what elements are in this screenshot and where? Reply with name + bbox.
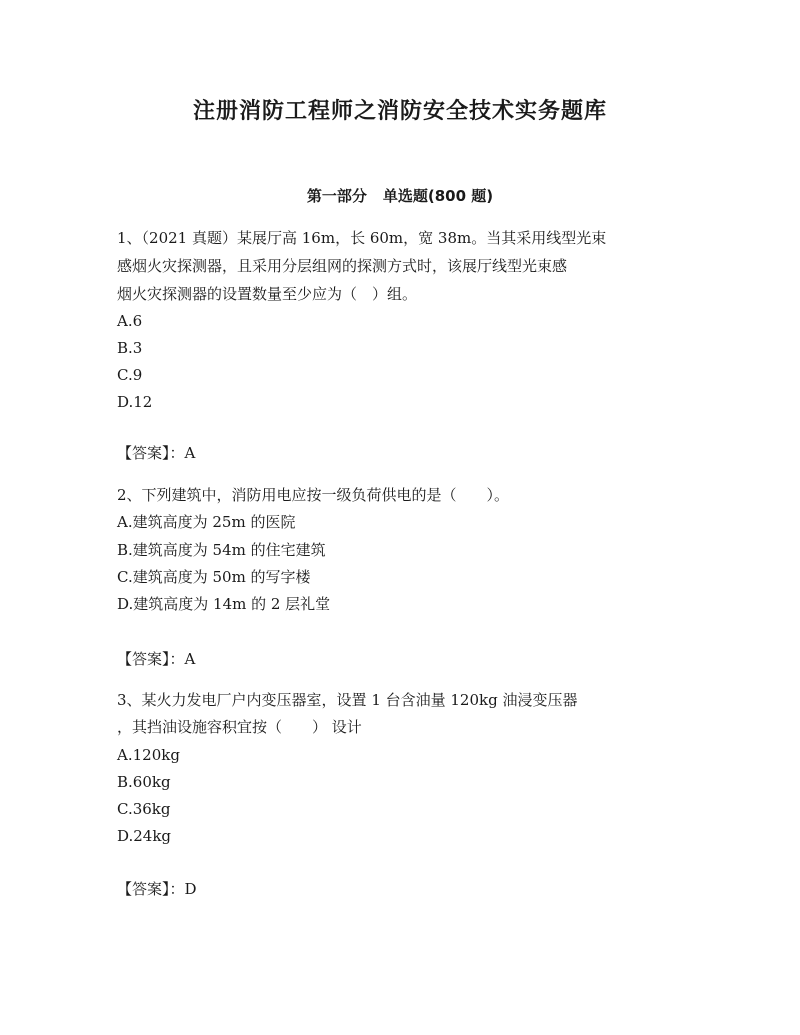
- question-3-option-d: D.24kg: [117, 827, 172, 845]
- section-name: 单选题(800 题): [382, 187, 494, 205]
- question-1-stem-line: 1、（2021 真题）某展厅高 16m，长 60m，宽 38m。当其采用线型光束: [117, 229, 607, 247]
- question-1-stem-line: 感烟火灾探测器，且采用分层组网的探测方式时，该展厅线型光束感: [117, 257, 568, 275]
- answer-value: A: [184, 444, 196, 462]
- answer-label: 【答案】：: [117, 444, 185, 462]
- question-3-option-b: B.60kg: [117, 773, 171, 791]
- question-1-option-d: D.12: [117, 393, 153, 411]
- question-1-stem-line: 烟火灾探测器的设置数量至少应为（ ）组。: [117, 285, 418, 303]
- section-part: 第一部分: [306, 187, 367, 205]
- answer-label: 【答案】：: [117, 650, 185, 668]
- question-2-option-a: A.建筑高度为 25m 的医院: [117, 513, 296, 531]
- question-1-option-a: A.6: [117, 312, 143, 330]
- question-2-option-d: D.建筑高度为 14m 的 2 层礼堂: [117, 595, 331, 613]
- document-title: 注册消防工程师之消防安全技术实务题库: [192, 99, 607, 124]
- question-3-stem-line: ，其挡油设施容积宜按（ ） 设计: [117, 718, 362, 736]
- answer-value: A: [184, 650, 196, 668]
- answer-value: D: [184, 880, 197, 898]
- answer-label: 【答案】：: [117, 880, 185, 898]
- question-1-answer: [117, 443, 692, 463]
- question-3-option-c: C.36kg: [117, 800, 171, 818]
- question-3-answer: [117, 879, 692, 899]
- question-2-stem-line: 2、下列建筑中，消防用电应按一级负荷供电的是（ ）。: [117, 486, 510, 504]
- question-1-option-c: C.9: [117, 366, 143, 384]
- question-2-answer: [117, 649, 692, 669]
- question-3-stem-line: 3、某火力发电厂户内变压器室，设置 1 台含油量 120kg 油浸变压器: [117, 691, 578, 709]
- question-2-option-b: B.建筑高度为 54m 的住宅建筑: [117, 541, 326, 559]
- question-3-option-a: A.120kg: [117, 746, 180, 764]
- section-title: [0, 185, 800, 206]
- question-2-option-c: C.建筑高度为 50m 的写字楼: [117, 568, 311, 586]
- question-1-option-b: B.3: [117, 339, 143, 357]
